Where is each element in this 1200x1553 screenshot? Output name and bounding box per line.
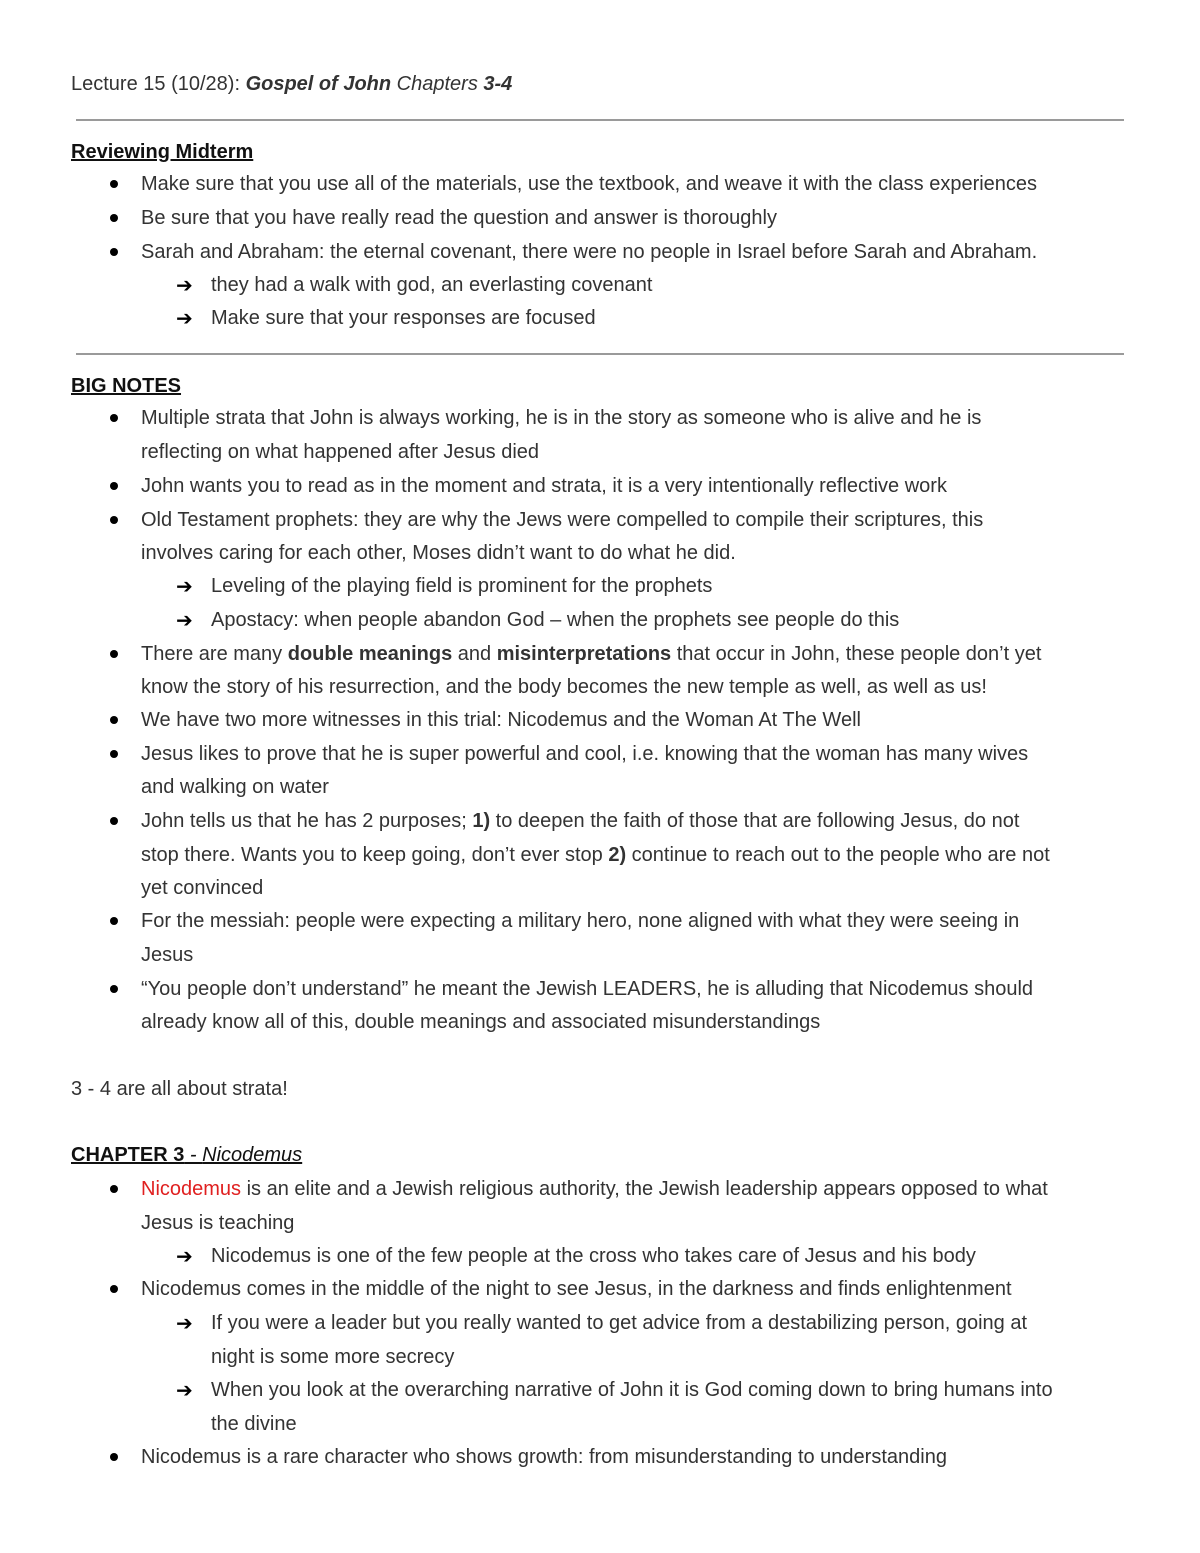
lecture-title	[71, 71, 512, 97]
arrow-icon: ➔	[176, 1244, 193, 1268]
arrow-icon: ➔	[176, 306, 193, 330]
text-segment: John tells us that he has 2 purposes;	[141, 810, 473, 832]
sub-list-item: If you were a leader but you really wanted to get advice from a destabilizing person, going at	[211, 1312, 1028, 1334]
strata-note: 3 - 4 are all about strata!	[71, 1078, 288, 1100]
list-item: Be sure that you have really read the question and answer is thoroughly	[141, 207, 777, 229]
list-item	[141, 641, 1041, 667]
heading-chapter: CHAPTER 3	[71, 1144, 185, 1166]
bullet-dot	[110, 750, 118, 758]
bullet-dot	[110, 248, 118, 256]
list-item-continuation	[141, 842, 1050, 868]
heading-nicodemus: Nicodemus	[202, 1144, 303, 1166]
bullet-dot	[110, 1453, 118, 1461]
title-gospel: Gospel of John	[245, 73, 392, 95]
bullet-dot	[110, 1285, 118, 1293]
text-segment: that occur in John, these people don’t yet	[671, 643, 1042, 665]
list-item-continuation: yet convinced	[141, 877, 264, 899]
arrow-icon: ➔	[176, 273, 193, 297]
arrow-icon: ➔	[176, 608, 193, 632]
list-item: Sarah and Abraham: the eternal covenant, there were no people in Israel before Sarah and Abraham.	[141, 241, 1038, 263]
heading-separator: -	[184, 1144, 203, 1166]
title-chapters: Chapters	[391, 73, 484, 95]
section-heading-big-notes: BIG NOTES	[71, 375, 182, 397]
list-item-continuation: Jesus	[141, 944, 194, 966]
text-segment: and	[452, 643, 497, 665]
list-item	[141, 1176, 1048, 1202]
text-segment: continue to reach out to the people who are not	[626, 844, 1050, 866]
sub-list-item: Make sure that your responses are focused	[211, 307, 596, 329]
sub-list-item: Apostacy: when people abandon God – when the prophets see people do this	[211, 609, 900, 631]
section-heading-reviewing-midterm: Reviewing Midterm	[71, 141, 254, 163]
list-item: Make sure that you use all of the materials, use the textbook, and weave it with the class experiences	[141, 173, 1038, 195]
arrow-icon: ➔	[176, 574, 193, 598]
bullet-dot	[110, 917, 118, 925]
title-range: 3-4	[483, 73, 513, 95]
sub-list-item: When you look at the overarching narrative of John it is God coming down to bring humans into	[211, 1379, 1053, 1401]
list-item-continuation: already know all of this, double meanings and associated misunderstandings	[141, 1011, 821, 1033]
arrow-icon: ➔	[176, 1378, 193, 1402]
list-item-continuation: reflecting on what happened after Jesus died	[141, 441, 540, 463]
bullet-dot	[110, 482, 118, 490]
text-segment: stop there. Wants you to keep going, don’t ever stop	[141, 844, 609, 866]
list-item: “You people don’t understand” he meant the Jewish LEADERS, he is alluding that Nicodemus should	[141, 978, 1034, 1000]
sub-list-item-continuation: night is some more secrecy	[211, 1346, 455, 1368]
bullet-dot	[110, 180, 118, 188]
list-item: Nicodemus comes in the middle of the night to see Jesus, in the darkness and finds enlightenment	[141, 1278, 1012, 1300]
text-segment: to deepen the faith of those that are following Jesus, do not	[490, 810, 1020, 832]
highlight-nicodemus: Nicodemus	[141, 1178, 242, 1200]
bullet-dot	[110, 1185, 118, 1193]
section-heading-chapter-3	[71, 1142, 302, 1168]
purpose-number-1: 1)	[472, 810, 491, 832]
arrow-icon: ➔	[176, 1311, 193, 1335]
list-item-continuation: know the story of his resurrection, and the body becomes the new temple as well, as well as us!	[141, 676, 987, 698]
bullet-dot	[110, 214, 118, 222]
list-item	[141, 808, 1019, 834]
list-item: Nicodemus is a rare character who shows growth: from misunderstanding to understanding	[141, 1446, 947, 1468]
bullet-dot	[110, 817, 118, 825]
list-item: John wants you to read as in the moment and strata, it is a very intentionally reflective work	[141, 475, 947, 497]
divider-2	[76, 353, 1124, 355]
divider-1	[76, 119, 1124, 121]
list-item: We have two more witnesses in this trial: Nicodemus and the Woman At The Well	[141, 709, 861, 731]
bullet-dot	[110, 414, 118, 422]
list-item: Old Testament prophets: they are why the Jews were compelled to compile their scriptures, this	[141, 509, 984, 531]
sub-list-item: Leveling of the playing field is prominent for the prophets	[211, 575, 713, 597]
bullet-dot	[110, 650, 118, 658]
list-item: Multiple strata that John is always working, he is in the story as someone who is alive and he is	[141, 407, 982, 429]
title-lecture: Lecture 15 (10/28):	[71, 73, 246, 95]
text-segment: is an elite and a Jewish religious authority, the Jewish leadership appears opposed to what	[241, 1178, 1048, 1200]
emphasis-misinterpretations: misinterpretations	[496, 643, 672, 665]
emphasis-double-meanings: double meanings	[287, 643, 453, 665]
purpose-number-2: 2)	[608, 844, 627, 866]
sub-list-item-continuation: the divine	[211, 1413, 297, 1435]
bullet-dot	[110, 516, 118, 524]
list-item-continuation: involves caring for each other, Moses didn’t want to do what he did.	[141, 542, 736, 564]
list-item-continuation: Jesus is teaching	[141, 1212, 295, 1234]
text-segment: There are many	[141, 643, 288, 665]
list-item: Jesus likes to prove that he is super powerful and cool, i.e. knowing that the woman has many wives	[141, 743, 1029, 765]
sub-list-item: they had a walk with god, an everlasting covenant	[211, 274, 653, 296]
bullet-dot	[110, 716, 118, 724]
list-item: For the messiah: people were expecting a military hero, none aligned with what they were seeing in	[141, 910, 1020, 932]
list-item-continuation: and walking on water	[141, 776, 329, 798]
bullet-dot	[110, 985, 118, 993]
sub-list-item: Nicodemus is one of the few people at the cross who takes care of Jesus and his body	[211, 1245, 976, 1267]
